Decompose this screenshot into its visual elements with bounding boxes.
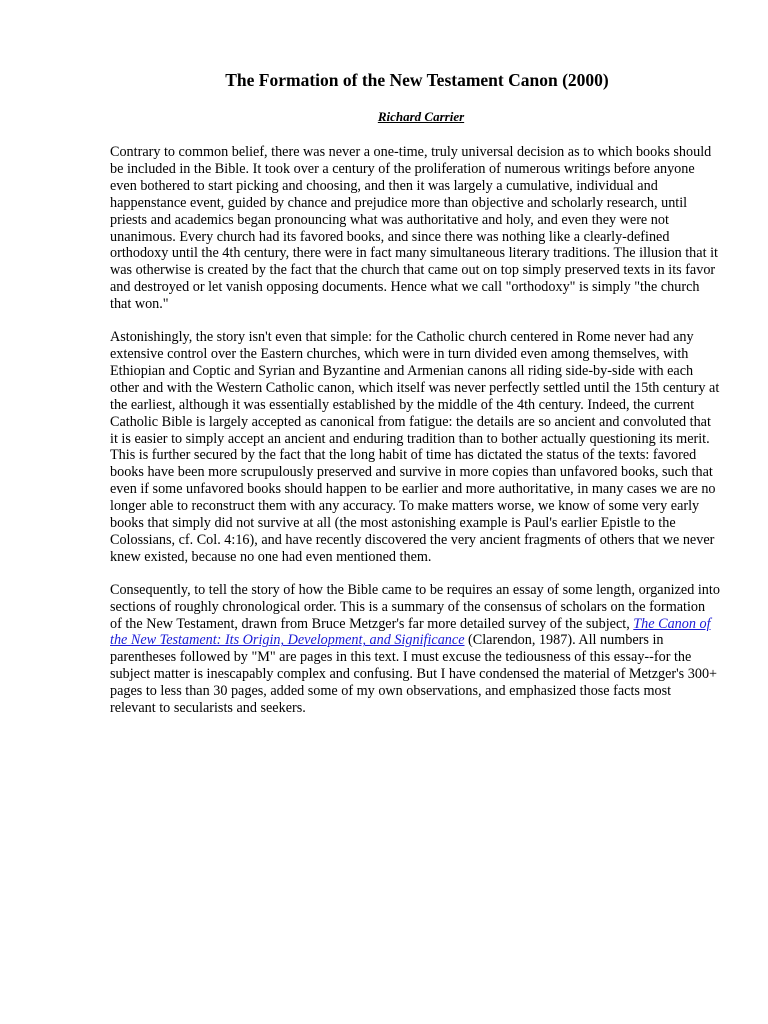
paragraph-3-text-after-link: (Clarendon, 1987). All numbers in parentheses followed by "M" are pages in this text. I must excuse the tediousness of this essay--for the subject matter is inescapably complex and confusing. But I have condensed the material of Metzger's 300+ pages to less than 30 pages, added some of my own observations, and emphasized those facts most relevant to secularists and seekers. (110, 632, 718, 717)
document-page (110, 66, 720, 733)
author-name: Richard Carrier (377, 109, 465, 124)
paragraph-2: Astonishingly, the story isn't even that simple: for the Catholic church centered in Rome never had any extensive control over the Eastern churches, which were in turn divided even among themselves, with Ethiopian and Coptic and Syrian and Byzantine and Armenian canons all riding side-by-side with each other and with the Western Catholic canon, which itself was never perfectly settled until the 15th century at the earliest, although it was essentially established by the middle of the 4th century. Indeed, the current Catholic Bible is largely accepted as canonical from fatigue: the details are so ancient and convoluted that it is easier to simply accept an ancient and enduring tradition than to bother actually questioning its merit. This is further secured by the fact that the long habit of time has dictated the status of the texts: favored books have been more scrupulously preserved and survive in more copies than unfavored books, such that even if some unfavored books should happen to be earlier and more authoritative, in many cases we are no longer able to reconstruct them with any accuracy. To make matters worse, we know of some very early books that simply did not survive at all (the most astonishing example is Paul's earlier Epistle to the Colossians, cf. Col. 4:16), and have recently discovered the very ancient fragments of others that we never knew existed, because no one had even mentioned them. (110, 329, 720, 565)
paragraph-1: Contrary to common belief, there was never a one-time, truly universal decision as to which books should be included in the Bible. It took over a century of the proliferation of numerous writings before anyone even bothered to start picking and choosing, and then it was largely a cumulative, individual and happenstance event, guided by chance and prejudice more than objective and scholarly research, until priests and academics began pronouncing what was authoritative and holy, and even they were not unanimous. Every church had its favored books, and since there was nothing like a clearly-defined orthodoxy until the 4th century, there were in fact many simultaneous literary traditions. The illusion that it was otherwise is created by the fact that the church that came out on top simply preserved texts in its favor and destroyed or let vanish opposing documents. Hence what we call "orthodoxy" is simply "the church that won." (110, 144, 718, 313)
book-title-link[interactable]: The Canon of the New Testament: Its Origin, Development, and Significance (110, 615, 711, 649)
paragraph-3-text-before-link: Consequently, to tell the story of how the Bible came to be requires an essay of some length, organized into sections of roughly chronological order. This is a summary of the consensus of scholars on the formation of the New Testament, drawn from Bruce Metzger's far more detailed survey of the subject, (110, 581, 720, 632)
paragraph-3 (110, 582, 720, 717)
document-title: The Formation of the New Testament Canon (2000) (225, 70, 609, 90)
